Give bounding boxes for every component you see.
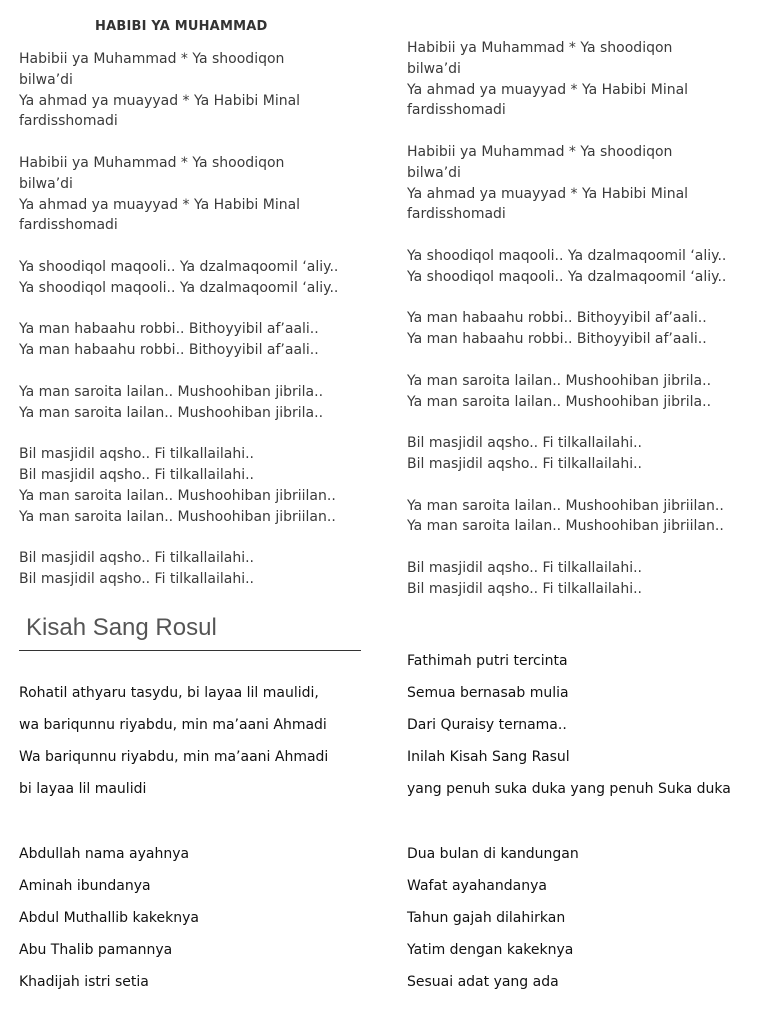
lyric-line: Ya man saroita lailan.. Mushoohiban jibriilan.. bbox=[19, 508, 336, 525]
lyric-line: Ya ahmad ya muayyad * Ya Habibi Minal bbox=[19, 196, 301, 213]
lyric-line: Ya man habaahu robbi.. Bithoyyibil af’aali.. bbox=[407, 331, 707, 348]
lyric-line: Wa bariqunnu riyabdu, min ma’aani Ahmadi bbox=[19, 749, 329, 765]
stanza bbox=[19, 49, 364, 132]
stanza bbox=[407, 246, 752, 288]
lyric-line: Habibii ya Muhammad * Ya shoodiqon bbox=[407, 40, 673, 56]
lyric-line: yang penuh suka duka yang penuh Suka duka bbox=[407, 781, 731, 797]
lyric-line: Habibii ya Muhammad * Ya shoodiqon bbox=[19, 154, 285, 171]
lyric-line: Bil masjidil aqsho.. Fi tilkallailahi.. bbox=[407, 455, 643, 472]
lyric-line: Bil masjidil aqsho.. Fi tilkallailahi.. bbox=[19, 446, 255, 463]
lyric-line: Ya man saroita lailan.. Mushoohiban jibrila.. bbox=[407, 393, 712, 410]
lyric-line: Semua bernasab mulia bbox=[407, 685, 569, 701]
stanza bbox=[407, 308, 752, 350]
song-title: HABIBI YA MUHAMMAD bbox=[95, 19, 268, 34]
lyric-line: bilwa’di bbox=[407, 164, 461, 181]
stanza bbox=[19, 548, 364, 590]
lyric-line: Ya man saroita lailan.. Mushoohiban jibriilan.. bbox=[407, 497, 724, 514]
lyric-line: Yatim dengan kakeknya bbox=[407, 942, 574, 958]
lyric-line: Ya ahmad ya muayyad * Ya Habibi Minal bbox=[407, 185, 689, 202]
lyric-line: Abdul Muthallib kakeknya bbox=[19, 910, 199, 926]
stanza bbox=[407, 142, 752, 225]
lyric-line: Dua bulan di kandungan bbox=[407, 846, 579, 862]
lyric-line: Dari Quraisy ternama.. bbox=[407, 717, 567, 733]
lyric-line: Abu Thalib pamannya bbox=[19, 942, 173, 958]
lyric-line: bilwa’di bbox=[19, 175, 73, 192]
lyrics-right-block-2 bbox=[407, 838, 752, 998]
lyric-line: bilwa’di bbox=[407, 60, 461, 77]
lyric-line: Ya ahmad ya muayyad * Ya Habibi Minal bbox=[19, 92, 301, 109]
lyric-line: fardisshomadi bbox=[19, 113, 118, 130]
lyric-line: fardisshomadi bbox=[407, 102, 506, 119]
lyric-line: Ya shoodiqol maqooli.. Ya dzalmaqoomil ‘aliy.. bbox=[407, 247, 727, 264]
lyric-line: fardisshomadi bbox=[19, 217, 118, 234]
stanza bbox=[407, 371, 752, 413]
lyric-line: Ya man habaahu robbi.. Bithoyyibil af’aali.. bbox=[19, 342, 319, 359]
stanza bbox=[19, 382, 364, 424]
stanza bbox=[19, 257, 364, 299]
lyrics-right-column bbox=[407, 38, 752, 600]
stanza bbox=[407, 38, 752, 121]
stanza bbox=[19, 444, 364, 527]
lyric-line: Bil masjidil aqsho.. Fi tilkallailahi.. bbox=[19, 550, 255, 567]
lyric-line: Tahun gajah dilahirkan bbox=[407, 910, 566, 926]
lyric-line: Rohatil athyaru tasydu, bi layaa lil maulidi, bbox=[19, 685, 319, 701]
lyrics-right-block-1 bbox=[407, 645, 752, 805]
lyric-line: Bil masjidil aqsho.. Fi tilkallailahi.. bbox=[19, 570, 255, 587]
lyric-line: bi layaa lil maulidi bbox=[19, 781, 147, 797]
lyric-line: Ya shoodiqol maqooli.. Ya dzalmaqoomil ‘aliy.. bbox=[407, 268, 727, 285]
stanza bbox=[19, 319, 364, 361]
lyric-line: Khadijah istri setia bbox=[19, 974, 149, 990]
lyric-line: wa bariqunnu riyabdu, min ma’aani Ahmadi bbox=[19, 717, 327, 733]
lyric-line: Ya man saroita lailan.. Mushoohiban jibrila.. bbox=[407, 372, 712, 389]
stanza bbox=[19, 153, 364, 236]
lyric-line: Wafat ayahandanya bbox=[407, 878, 547, 894]
lyric-line: Abdullah nama ayahnya bbox=[19, 846, 190, 862]
lyric-line: Bil masjidil aqsho.. Fi tilkallailahi.. bbox=[407, 435, 643, 452]
lyric-line: bilwa’di bbox=[19, 71, 73, 88]
lyrics-left-column bbox=[19, 49, 364, 590]
stanza bbox=[407, 496, 752, 538]
lyric-line: Ya man habaahu robbi.. Bithoyyibil af’aali.. bbox=[19, 321, 319, 338]
stanza bbox=[407, 558, 752, 600]
lyric-line: Bil masjidil aqsho.. Fi tilkallailahi.. bbox=[407, 580, 643, 597]
lyric-line: Fathimah putri tercinta bbox=[407, 653, 568, 669]
lyric-line: Ya man saroita lailan.. Mushoohiban jibriilan.. bbox=[407, 518, 724, 535]
lyric-line: fardisshomadi bbox=[407, 206, 506, 223]
lyric-line: Ya man habaahu robbi.. Bithoyyibil af’aali.. bbox=[407, 310, 707, 327]
lyric-line: Aminah ibundanya bbox=[19, 878, 151, 894]
lyric-line: Inilah Kisah Sang Rasul bbox=[407, 749, 570, 765]
lyric-line: Bil masjidil aqsho.. Fi tilkallailahi.. bbox=[19, 466, 255, 483]
stanza bbox=[407, 433, 752, 475]
lyric-line: Sesuai adat yang ada bbox=[407, 974, 559, 990]
lyric-line: Ya man saroita lailan.. Mushoohiban jibriilan.. bbox=[19, 487, 336, 504]
section-heading: Kisah Sang Rosul bbox=[26, 614, 217, 641]
lyric-line: Ya ahmad ya muayyad * Ya Habibi Minal bbox=[407, 81, 689, 98]
lyric-line: Ya man saroita lailan.. Mushoohiban jibrila.. bbox=[19, 404, 324, 421]
lyric-line: Ya man saroita lailan.. Mushoohiban jibrila.. bbox=[19, 383, 324, 400]
lyrics-left-block-2 bbox=[19, 838, 364, 998]
lyric-line: Bil masjidil aqsho.. Fi tilkallailahi.. bbox=[407, 559, 643, 576]
lyrics-left-block-1 bbox=[19, 677, 364, 805]
lyric-line: Ya shoodiqol maqooli.. Ya dzalmaqoomil ‘aliy.. bbox=[19, 258, 339, 275]
lyric-line: Habibii ya Muhammad * Ya shoodiqon bbox=[407, 143, 673, 160]
lyric-line: Habibii ya Muhammad * Ya shoodiqon bbox=[19, 51, 285, 67]
lyric-line: Ya shoodiqol maqooli.. Ya dzalmaqoomil ‘aliy.. bbox=[19, 279, 339, 296]
heading-underline bbox=[19, 650, 361, 651]
